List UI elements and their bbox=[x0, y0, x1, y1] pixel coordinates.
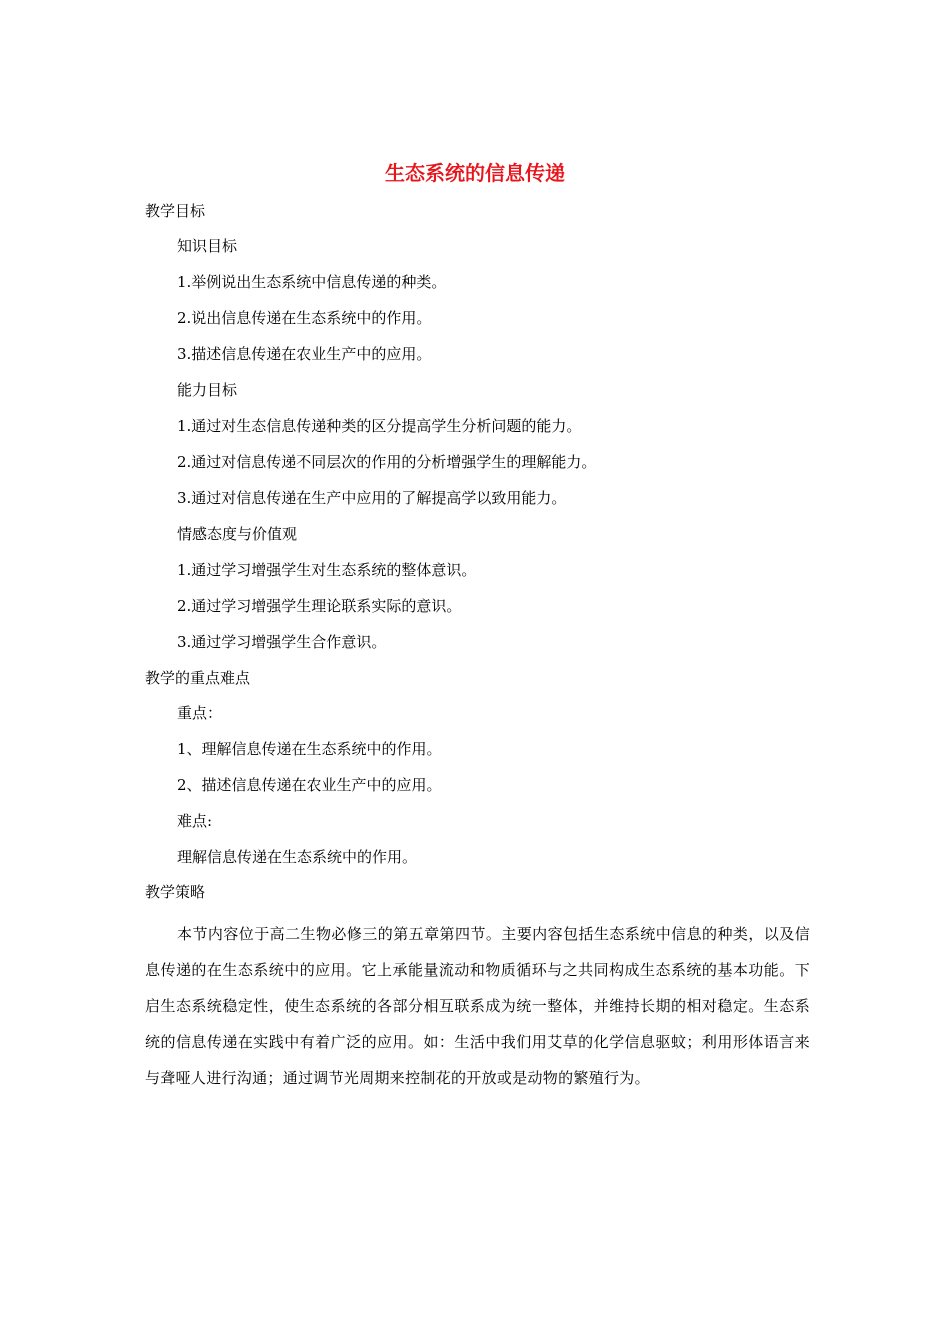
document-title: 生态系统的信息传递 bbox=[385, 161, 565, 185]
subheading-ability-goals: 能力目标 bbox=[177, 381, 238, 399]
key-point-item: 1、理解信息传递在生态系统中的作用。 bbox=[177, 740, 442, 758]
subheading-knowledge-goals: 知识目标 bbox=[177, 237, 238, 255]
teaching-strategy-paragraph: 本节内容位于高二生物必修三的第五章第四节。主要内容包括生态系统中信息的种类，以及信息传递的在生态系统中的应用。它上承能量流动和物质循环与之共同构成生态系统的基本功能。下启生态系统稳定性，使生态系统的各部分相互联系成为统一整体，并维持长期的相对稳定。生态系统的信息传递在实践中有着广泛的应用。如：生活中我们用艾草的化学信息驱蚊；利用形体语言来与聋哑人进行沟通；通过调节光周期来控制花的开放或是动物的繁殖行为。 bbox=[145, 925, 810, 1087]
subheading-emotion-values: 情感态度与价值观 bbox=[177, 525, 298, 543]
difficult-point-item: 理解信息传递在生态系统中的作用。 bbox=[177, 848, 418, 866]
knowledge-goal-item: 2.说出信息传递在生态系统中的作用。 bbox=[177, 309, 432, 327]
knowledge-goal-item: 1.举例说出生态系统中信息传递的种类。 bbox=[177, 273, 447, 291]
subheading-difficult: 难点: bbox=[177, 812, 213, 830]
ability-goal-item: 1.通过对生态信息传递种类的区分提高学生分析问题的能力。 bbox=[177, 417, 582, 435]
section-heading-teaching-goals: 教学目标 bbox=[145, 202, 206, 220]
section-heading-key-points: 教学的重点难点 bbox=[145, 669, 251, 687]
key-point-item: 2、描述信息传递在农业生产中的应用。 bbox=[177, 776, 442, 794]
emotion-goal-item: 3.通过学习增强学生合作意识。 bbox=[177, 633, 387, 651]
subheading-key: 重点： bbox=[177, 704, 223, 722]
emotion-goal-item: 2.通过学习增强学生理论联系实际的意识。 bbox=[177, 597, 462, 615]
emotion-goal-item: 1.通过学习增强学生对生态系统的整体意识。 bbox=[177, 561, 477, 579]
section-heading-teaching-strategy: 教学策略 bbox=[145, 883, 206, 901]
knowledge-goal-item: 3.描述信息传递在农业生产中的应用。 bbox=[177, 345, 432, 363]
ability-goal-item: 3.通过对信息传递在生产中应用的了解提高学以致用能力。 bbox=[177, 489, 567, 507]
ability-goal-item: 2.通过对信息传递不同层次的作用的分析增强学生的理解能力。 bbox=[177, 453, 597, 471]
